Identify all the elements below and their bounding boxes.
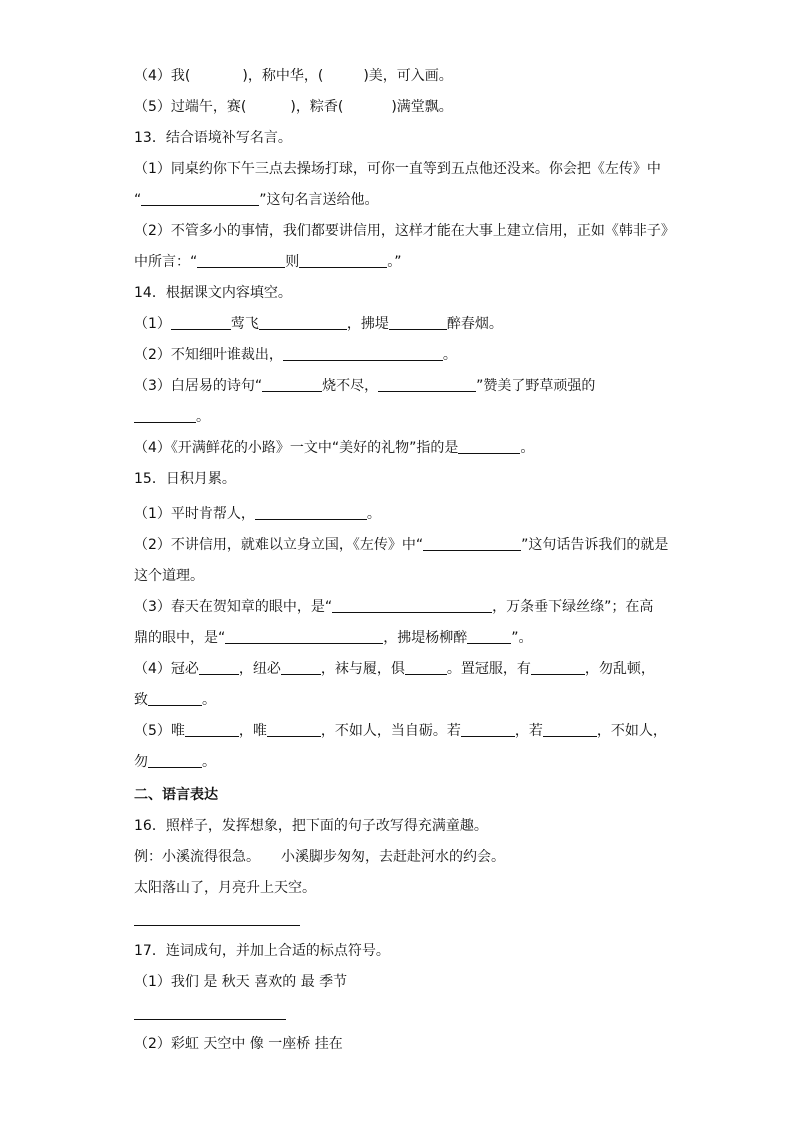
q16-answer-line[interactable] — [134, 925, 300, 926]
section-2-heading: 二、语言表达 — [134, 787, 218, 803]
q13-title: 13．结合语境补写名言。 — [134, 130, 292, 146]
q13-item-1-cont: “ ”这句名言送给他。 — [134, 192, 379, 208]
q14-item-3: （3）白居易的诗句“ 烧不尽， ”赞美了野草顽强的 — [134, 378, 596, 394]
q16-sentence: 太阳落山了，月亮升上天空。 — [134, 880, 316, 896]
q14-3-blank-2[interactable] — [378, 377, 476, 392]
q14-2-blank[interactable] — [283, 346, 443, 361]
q15-4-blank-1[interactable] — [199, 660, 239, 675]
q15-3-blank-3[interactable] — [467, 629, 511, 644]
q15-2-blank[interactable] — [423, 536, 521, 551]
q14-1-blank-2[interactable] — [259, 315, 347, 330]
q14-3-blank-1[interactable] — [262, 377, 322, 392]
q14-item-1: （1） 莺飞 ，拂堤 醉春烟。 — [134, 316, 503, 332]
q15-item-4: （4）冠必 ，纽必 ，袜与履，俱 。置冠服，有 ，勿乱顿， — [134, 661, 655, 677]
q12-item-4: （4）我( )，称中华，( )美，可入画。 — [134, 68, 453, 84]
q14-4-blank[interactable] — [458, 439, 520, 454]
q14-1-blank-1[interactable] — [171, 315, 231, 330]
q12-4-blank-2[interactable] — [323, 68, 363, 82]
q15-item-5: （5）唯 ，唯 ，不如人，当自砺。若 ，若 ，不如人， — [134, 723, 667, 739]
q13-item-2-cont: 中所言：“ 则 。” — [134, 254, 402, 270]
q15-item-3: （3）春天在贺知章的眼中，是“ ，万条垂下绿丝绦”；在高 — [134, 599, 654, 615]
q15-item-3-cont: 鼎的眼中，是“ ，拂堤杨柳醉 ”。 — [134, 630, 533, 646]
q16-title: 16．照样子，发挥想象，把下面的句子改写得充满童趣。 — [134, 818, 488, 834]
q14-item-3-cont: 。 — [134, 407, 210, 427]
q13-2-blank-2[interactable] — [299, 253, 387, 268]
q15-4-blank-2[interactable] — [281, 660, 321, 675]
q12-5-blank-2[interactable] — [343, 99, 391, 113]
q15-5-blank-2[interactable] — [267, 722, 321, 737]
q14-item-4: （4）《开满鲜花的小路》一文中“美好的礼物”指的是 。 — [134, 440, 535, 456]
q15-3-blank-2[interactable] — [225, 629, 383, 644]
q17-1-answer-line[interactable] — [134, 1019, 286, 1020]
q15-item-4-cont: 致 。 — [134, 692, 216, 708]
q17-item-1: （1）我们 是 秋天 喜欢的 最 季节 — [134, 974, 348, 990]
q12-5-blank-1[interactable] — [246, 99, 290, 113]
q17-item-2: （2）彩虹 天空中 像 一座桥 挂在 — [134, 1036, 343, 1052]
q15-item-1: （1）平时肯帮人， 。 — [134, 506, 381, 522]
q15-item-2-cont: 这个道理。 — [134, 568, 204, 584]
q14-3-blank-3[interactable] — [134, 408, 196, 423]
q15-title: 15．日积月累。 — [134, 471, 236, 487]
q16-example: 例：小溪流得很急。 小溪脚步匆匆，去赶赴河水的约会。 — [134, 849, 505, 865]
q13-2-blank-1[interactable] — [197, 253, 285, 268]
q15-4-blank-5[interactable] — [148, 691, 202, 706]
q15-3-blank-1[interactable] — [332, 598, 492, 613]
q15-5-blank-3[interactable] — [461, 722, 515, 737]
q13-item-1: （1）同桌约你下午三点去操场打球，可你一直等到五点他还没来。你会把《左传》中 — [134, 161, 661, 177]
q15-4-blank-3[interactable] — [405, 660, 447, 675]
q15-5-blank-4[interactable] — [543, 722, 597, 737]
q12-4-blank-1[interactable] — [190, 68, 242, 82]
q15-5-blank-1[interactable] — [185, 722, 239, 737]
q15-item-5-cont: 勿 。 — [134, 754, 216, 770]
q12-item-5: （5）过端午，赛( )，粽香( )满堂飘。 — [134, 99, 453, 115]
q14-item-2: （2）不知细叶谁裁出， 。 — [134, 347, 457, 363]
q13-item-2: （2）不管多小的事情，我们都要讲信用，这样才能在大事上建立信用，正如《韩非子》 — [134, 223, 675, 239]
q15-5-blank-5[interactable] — [148, 753, 202, 768]
q14-1-blank-3[interactable] — [389, 315, 447, 330]
q15-4-blank-4[interactable] — [531, 660, 585, 675]
q15-1-blank[interactable] — [255, 505, 367, 520]
q14-title: 14．根据课文内容填空。 — [134, 285, 292, 301]
q13-1-blank[interactable] — [141, 191, 259, 206]
q15-item-2: （2）不讲信用，就难以立身立国，《左传》中“ ”这句话告诉我们的就是 — [134, 537, 669, 553]
q17-title: 17．连词成句，并加上合适的标点符号。 — [134, 943, 390, 959]
